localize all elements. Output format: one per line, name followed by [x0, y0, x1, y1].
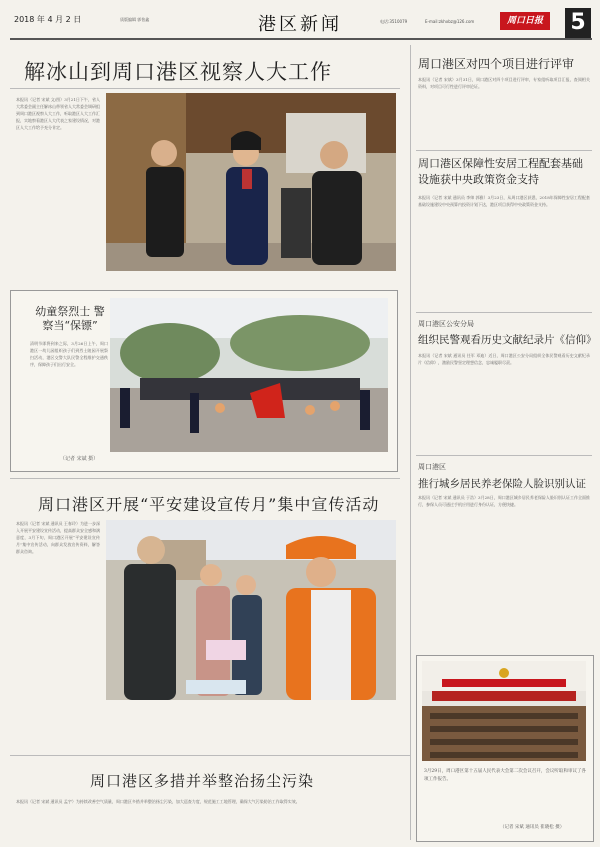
editor-info: 质版编辑 郭怡鑫 — [120, 17, 150, 22]
safety-headline: 周口港区开展“平安建设宣传月”集中宣传活动 — [38, 495, 380, 514]
housing-body: 本报讯（记者 宋斌 通讯员 李帅 郭雅）3月23日，从周口港区获悉，2018年保障性安居工程配套基础设施建设中央预算内投资计划下达，港区项目获得中央政策资金支持。 — [418, 195, 590, 207]
pension-kicker: 周口港区 — [418, 463, 446, 471]
pension-body: 本报讯（记者 宋斌 通讯员 于浩）3月28日，周口港区城乡居民养老保险人脸识别认证工作全面推行，参保人员可通过手机应用进行身份认证，方便快捷。 — [418, 495, 590, 507]
campaign-photo — [106, 520, 396, 700]
phone-label: 电话:3510079 — [380, 19, 408, 24]
main-body: 本报讯（记者 宋斌 文/图）3月21日下午，省人大常委会副主任解冰山带领省人大常委会调研组到周口港区视察人大工作，听取港区人大工作汇报，实地察看港区人大代表之家建设情况，对港区人大工作给予充分肯定。 — [16, 97, 100, 130]
meeting-caption: 3月29日，周口港区第十五届人民代表大会第二次会议召开，会议听取和审议了各项工作报告。 — [424, 769, 586, 782]
column-divider — [410, 45, 411, 840]
section-title: 港区新闻 — [258, 14, 342, 35]
newspaper-masthead: 周口日报 — [500, 12, 550, 30]
inspection-photo — [106, 93, 396, 271]
youth-body: 清明节即将到来之际，3月26日上午，周口港区一幼儿园组织孩子们到烈士陵园开展祭扫活动，港区交警大队民警全程维护交通秩序，保障孩子们出行安全。 — [30, 341, 108, 367]
history-body: 本报讯（记者 宋斌 通讯员 任军 邓迪）近日，周口港区公安分局组织全体民警观看历史文献纪录片《信仰》，激励民警坚定理想信念，忠诚履职尽责。 — [418, 353, 590, 365]
safety-body-cont — [106, 708, 396, 738]
divider — [10, 478, 400, 479]
divider — [416, 455, 592, 456]
main-headline: 解冰山到周口港区视察人大工作 — [24, 60, 332, 84]
housing-headline: 周口港区保障性安居工程配套基础设施获中央政策资金支持 — [418, 157, 583, 186]
youth-headline: 幼童祭烈士 警察当“保镖” — [35, 305, 105, 332]
issue-date: 2018 年 4 月 2 日 — [14, 15, 82, 24]
divider — [10, 88, 400, 89]
meeting-credit: （记者 宋斌 通讯员 崔晓松 摄） — [500, 825, 565, 830]
pension-headline: 推行城乡居民养老保险人脸识别认证 — [418, 478, 586, 490]
congress-photo — [422, 661, 586, 761]
safety-body: 本报讯（记者 宋斌 通讯员 王春玲）为进一步深入开展平安建设宣传活动，提高群众安全感和满意度，3月下旬，周口港区开展“平安建设宣传月”集中宣传活动，向群众发放宣传资料，解答群众咨询。 — [16, 521, 100, 554]
project-body: 本报讯（记者 宋斌）3月31日，周口港区对四个项目进行评审，专家组听取项目汇报，查阅相关资料，对项目可行性进行评审论证。 — [418, 77, 590, 89]
email-label: E-mail:zkhxbz@126.com — [425, 19, 475, 24]
divider — [416, 312, 592, 313]
dust-body: 本报讯（记者 宋斌 通讯员 孟宇）为持续改善空气质量，周口港区多措并举整治扬尘污染，加大巡查力度，规范施工工地管理，确保大气污染防治工作取得实效。 — [16, 799, 300, 804]
history-headline: 组织民警观看历史文献纪录片《信仰》 — [418, 334, 597, 346]
memorial-photo — [110, 298, 388, 452]
youth-credit: （记者 宋斌 摄） — [60, 456, 99, 462]
dust-headline: 周口港区多措并举整治扬尘污染 — [90, 772, 315, 790]
header-rule — [10, 38, 592, 40]
project-headline: 周口港区对四个项目进行评审 — [418, 57, 575, 71]
divider — [10, 755, 410, 756]
history-kicker: 周口港区公安分局 — [418, 320, 474, 328]
page-number: 5 — [565, 8, 591, 38]
divider — [416, 150, 592, 151]
